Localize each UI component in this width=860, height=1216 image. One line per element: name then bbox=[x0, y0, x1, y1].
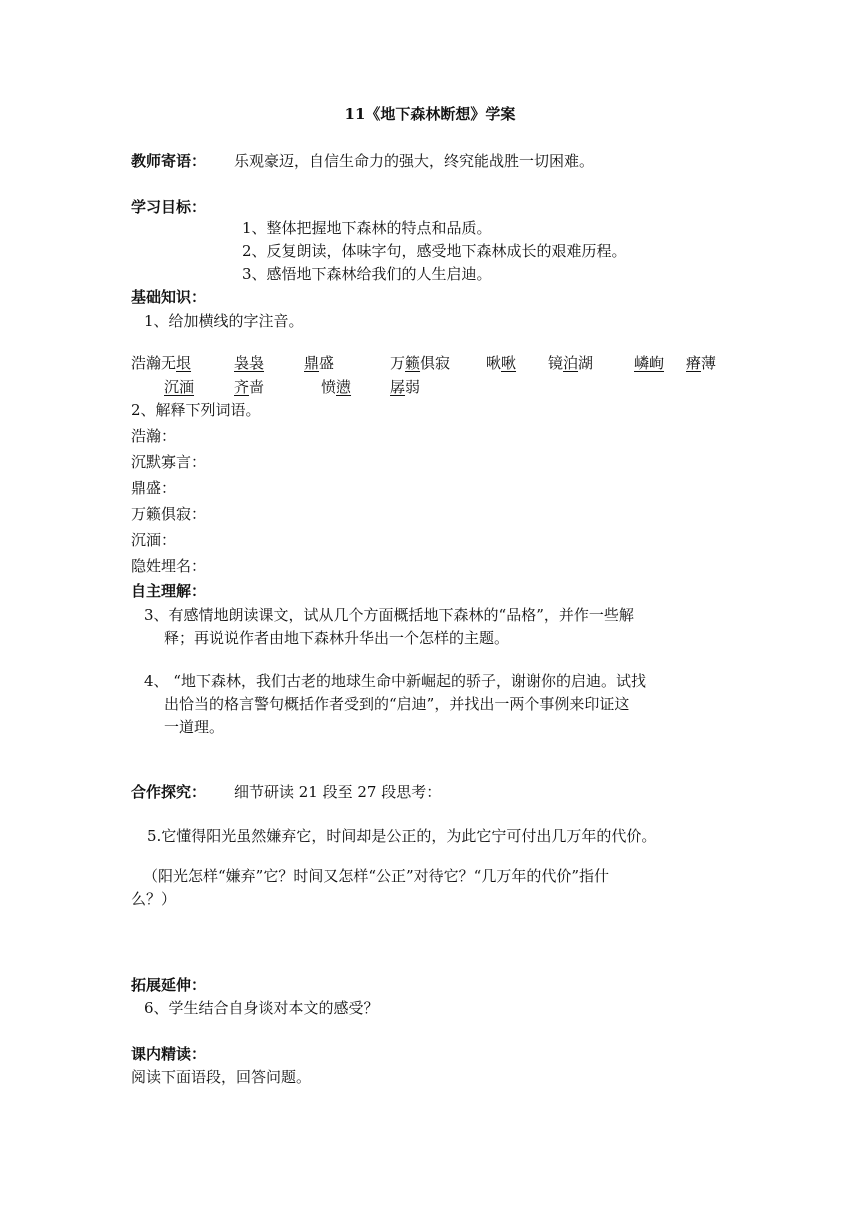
term-item: 万籁俱寂： bbox=[131, 505, 207, 523]
term-item: 隐姓埋名： bbox=[131, 557, 207, 575]
page-title: 11《地下森林断想》学案 bbox=[344, 105, 516, 123]
question-6: 6、学生结合自身谈对本文的感受？ bbox=[144, 999, 379, 1017]
question-4-cont: 出恰当的格言警句概括作者受到的“启迪”，并找出一两个事例来印证这 bbox=[164, 695, 630, 713]
term-item: 浩瀚： bbox=[131, 427, 177, 445]
goal-item: 1、整体把握地下森林的特点和品质。 bbox=[242, 219, 492, 237]
pinyin-word: 齐啬 bbox=[234, 378, 265, 396]
goals-label: 学习目标： bbox=[131, 198, 207, 216]
teacher-msg-label: 教师寄语： bbox=[131, 152, 207, 170]
pinyin-word: 瘠薄 bbox=[686, 354, 717, 372]
pinyin-word: 啾啾 bbox=[486, 354, 517, 372]
pinyin-word: 愤懑 bbox=[321, 378, 352, 396]
teacher-msg-text: 乐观豪迈，自信生命力的强大，终究能战胜一切困难。 bbox=[234, 152, 595, 170]
goal-item: 2、反复朗读，体味字句，感受地下森林成长的艰难历程。 bbox=[242, 242, 627, 260]
coop-label: 合作探究： bbox=[131, 783, 207, 801]
pinyin-word: 嶙峋 bbox=[634, 354, 665, 372]
goal-item: 3、感悟地下森林给我们的人生启迪。 bbox=[242, 265, 492, 283]
question-3: 3、有感情地朗读课文，试从几个方面概括地下森林的“品格”，并作一些解 bbox=[144, 606, 634, 624]
pinyin-word: 鼎盛 bbox=[304, 354, 335, 372]
question-1: 1、给加横线的字注音。 bbox=[144, 312, 304, 330]
pinyin-word: 袅袅 bbox=[234, 354, 265, 372]
question-5: 5.它懂得阳光虽然嫌弃它，时间却是公正的，为此它宁可付出几万年的代价。 bbox=[147, 827, 657, 845]
question-3-cont: 释；再说说作者由地下森林升华出一个怎样的主题。 bbox=[164, 629, 510, 647]
question-4: 4、 “地下森林，我们古老的地球生命中新崛起的骄子，谢谢你的启迪。试找 bbox=[144, 672, 646, 690]
reading-text: 阅读下面语段，回答问题。 bbox=[131, 1068, 312, 1086]
term-item: 沉湎： bbox=[131, 531, 177, 549]
self-study-label: 自主理解： bbox=[131, 582, 207, 600]
basics-label: 基础知识： bbox=[131, 288, 207, 306]
question-5-hint: （阳光怎样“嫌弃”它？时间又怎样“公正”对待它？“几万年的代价”指什 bbox=[143, 867, 610, 885]
coop-text: 细节研读 21 段至 27 段思考： bbox=[234, 783, 442, 801]
extend-label: 拓展延伸： bbox=[131, 976, 207, 994]
pinyin-word: 万籁俱寂 bbox=[390, 354, 451, 372]
question-5-hint-cont: 么？） bbox=[131, 890, 177, 908]
pinyin-word: 沉湎 bbox=[164, 378, 195, 396]
question-4-cont: 一道理。 bbox=[164, 718, 225, 736]
pinyin-word: 孱弱 bbox=[390, 378, 421, 396]
term-item: 鼎盛： bbox=[131, 479, 177, 497]
term-item: 沉默寡言： bbox=[131, 453, 207, 471]
reading-label: 课内精读： bbox=[131, 1045, 207, 1063]
question-2: 2、解释下列词语。 bbox=[131, 401, 261, 419]
pinyin-word: 浩瀚无垠 bbox=[131, 354, 192, 372]
pinyin-word: 镜泊湖 bbox=[548, 354, 594, 372]
